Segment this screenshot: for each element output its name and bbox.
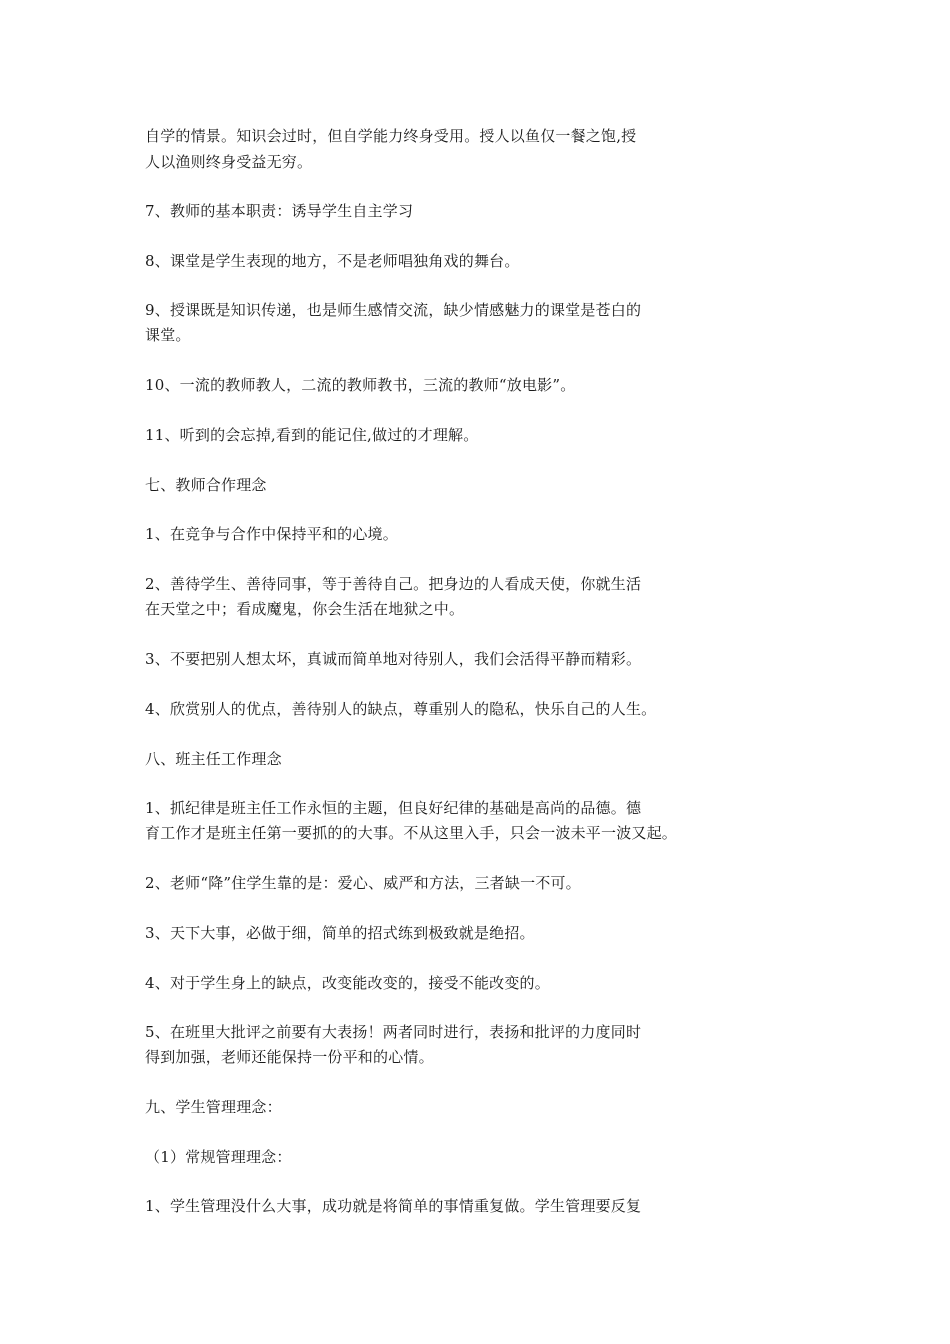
- section-heading: 九、学生管理理念：: [145, 1098, 282, 1116]
- text-line: 11、听到的会忘掉,看到的能记住,做过的才理解。: [145, 426, 479, 444]
- text-line: 5、在班里大批评之前要有大表扬！两者同时进行，表扬和批评的力度同时: [145, 1023, 642, 1041]
- text-line: 3、天下大事，必做于细，简单的招式练到极致就是绝招。: [145, 924, 535, 942]
- text-line: 7、教师的基本职责：诱导学生自主学习: [145, 202, 414, 220]
- text-line: 4、欣赏别人的优点，善待别人的缺点，尊重别人的隐私，快乐自己的人生。: [145, 700, 657, 718]
- section-heading: 七、教师合作理念: [145, 476, 267, 494]
- subsection-heading: （1）常规管理理念：: [145, 1148, 292, 1166]
- text-line: 2、老师“降”住学生靠的是：爱心、威严和方法，三者缺一不可。: [145, 874, 581, 892]
- text-line: 育工作才是班主任第一要抓的的大事。不从这里入手，只会一波未平一波又起。: [145, 824, 678, 842]
- text-line: 3、不要把别人想太坏，真诚而简单地对待别人，我们会活得平静而精彩。: [145, 650, 642, 668]
- text-line: 8、课堂是学生表现的地方，不是老师唱独角戏的舞台。: [145, 252, 520, 270]
- text-line: 人以渔则终身受益无穷。: [145, 153, 313, 171]
- text-line: 1、学生管理没什么大事，成功就是将简单的事情重复做。学生管理要反复: [145, 1197, 642, 1215]
- section-heading: 八、班主任工作理念: [145, 750, 282, 768]
- text-line: 9、授课既是知识传递，也是师生感情交流，缺少情感魅力的课堂是苍白的: [145, 301, 642, 319]
- text-line: 在天堂之中；看成魔鬼，你会生活在地狱之中。: [145, 600, 465, 618]
- text-line: 得到加强，老师还能保持一份平和的心情。: [145, 1048, 434, 1066]
- text-line: 自学的情景。知识会过时，但自学能力终身受用。授人以鱼仅一餐之饱,授: [145, 127, 637, 145]
- text-line: 1、在竞争与合作中保持平和的心境。: [145, 525, 398, 543]
- text-line: 2、善待学生、善待同事，等于善待自己。把身边的人看成天使，你就生活: [145, 575, 642, 593]
- text-line: 1、抓纪律是班主任工作永恒的主题，但良好纪律的基础是高尚的品德。德: [145, 799, 642, 817]
- text-line: 10、一流的教师教人，二流的教师教书，三流的教师“放电影”。: [145, 376, 576, 394]
- text-line: 4、对于学生身上的缺点，改变能改变的，接受不能改变的。: [145, 974, 550, 992]
- text-line: 课堂。: [145, 326, 191, 344]
